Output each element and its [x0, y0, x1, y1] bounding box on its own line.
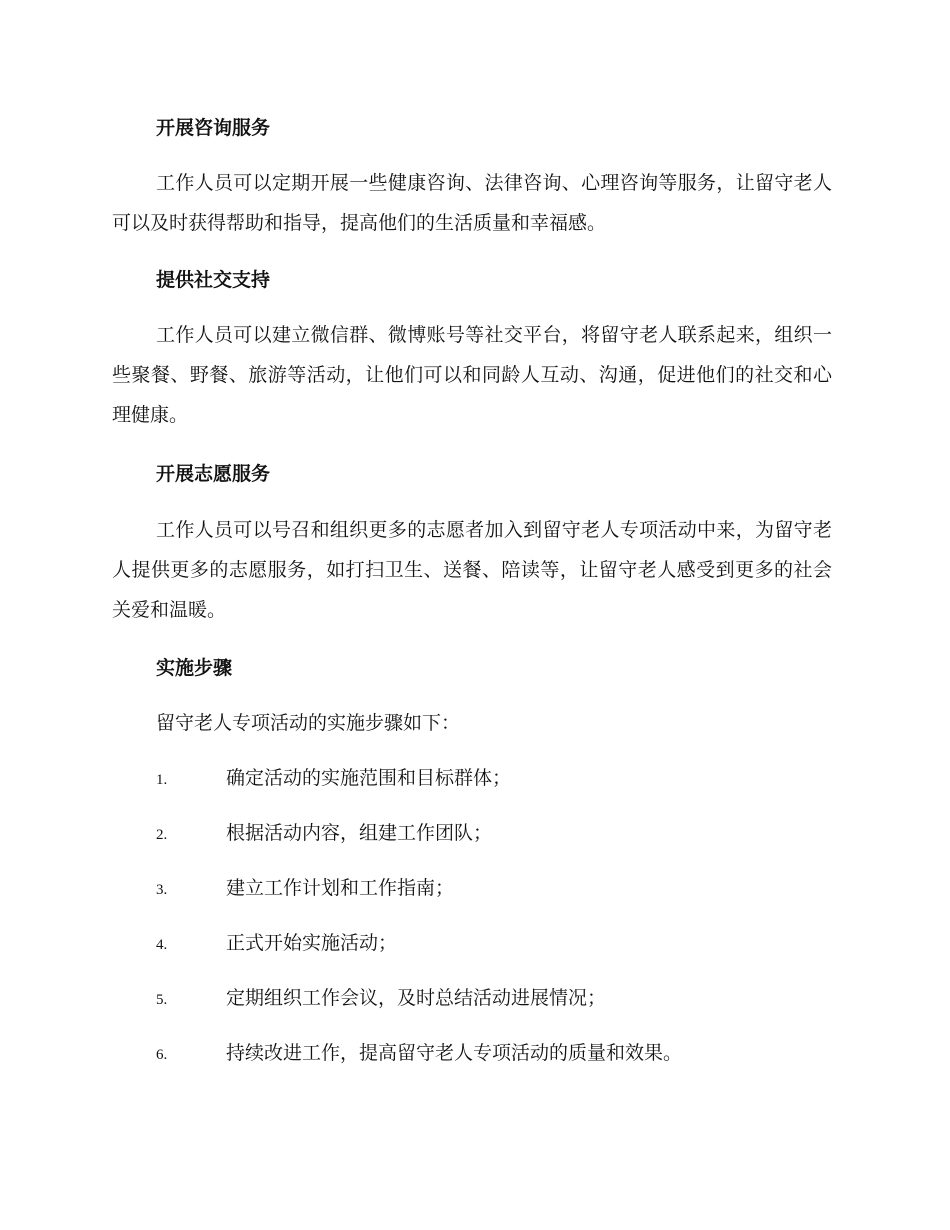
list-item [156, 929, 397, 957]
section-heading: 开展志愿服务 [156, 463, 271, 485]
step-number: 6. [156, 1047, 168, 1063]
steps-intro: 留守老人专项活动的实施步骤如下： [156, 712, 461, 734]
step-text: 正式开始实施活动； [226, 932, 398, 954]
section-heading: 提供社交支持 [156, 269, 271, 291]
list-item [156, 1039, 682, 1067]
section-paragraph: 工作人员可以建立微信群、微博账号等社交平台，将留守老人联系起来，组织一些聚餐、野餐、旅游等活动，让他们可以和同龄人互动、沟通，促进他们的社交和心理健康。 [112, 324, 832, 426]
list-item [156, 819, 492, 847]
step-number: 2. [156, 827, 168, 843]
step-text: 持续改进工作，提高留守老人专项活动的质量和效果。 [226, 1042, 683, 1064]
section-paragraph: 工作人员可以号召和组织更多的志愿者加入到留守老人专项活动中来，为留守老人提供更多的志愿服务，如打扫卫生、送餐、陪读等，让留守老人感受到更多的社会关爱和温暖。 [112, 519, 832, 621]
section-paragraph: 工作人员可以定期开展一些健康咨询、法律咨询、心理咨询等服务，让留守老人可以及时获得帮助和指导，提高他们的生活质量和幸福感。 [112, 172, 832, 234]
step-text: 定期组织工作会议，及时总结活动进展情况； [226, 987, 607, 1009]
list-item [156, 874, 454, 902]
step-text: 确定活动的实施范围和目标群体； [226, 767, 512, 789]
step-number: 5. [156, 992, 168, 1008]
step-text: 根据活动内容，组建工作团队； [226, 822, 493, 844]
steps-heading: 实施步骤 [156, 657, 233, 679]
list-item [156, 984, 606, 1012]
step-number: 4. [156, 937, 168, 953]
list-item [156, 764, 511, 792]
section-heading: 开展咨询服务 [156, 117, 271, 139]
step-text: 建立工作计划和工作指南； [226, 877, 455, 899]
step-number: 1. [156, 772, 168, 788]
step-number: 3. [156, 882, 168, 898]
